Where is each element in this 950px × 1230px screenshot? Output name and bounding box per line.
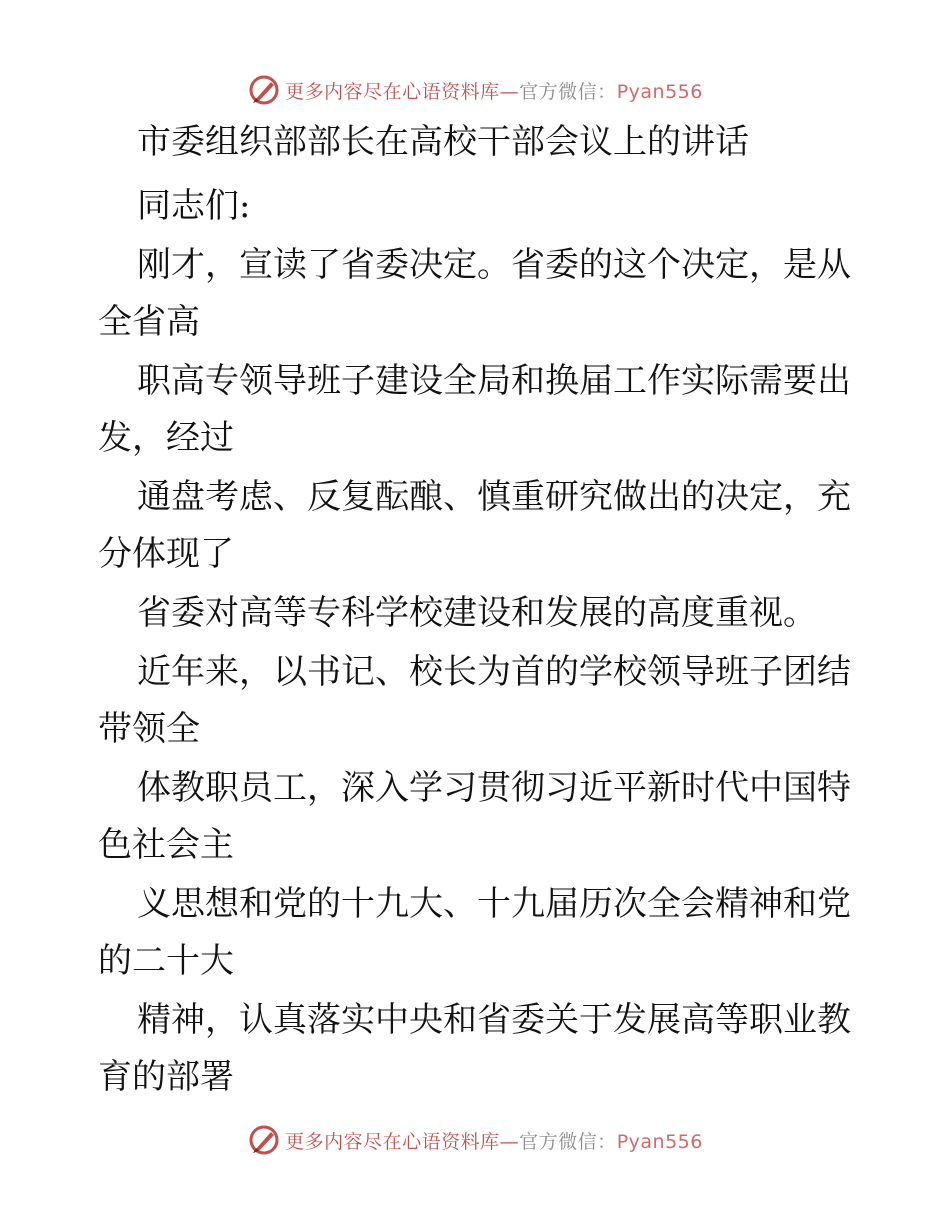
doc-line: 发，经过 bbox=[98, 418, 234, 458]
pen-logo-icon bbox=[247, 1123, 281, 1157]
doc-line: 精神，认真落实中央和省委关于发展高等职业教 bbox=[137, 1000, 851, 1040]
footer-banner bbox=[0, 1120, 950, 1160]
doc-line: 育的部署 bbox=[98, 1057, 234, 1097]
header-label: 官方微信： bbox=[519, 80, 617, 103]
doc-line: 全省高 bbox=[98, 302, 200, 342]
doc-line: 省委对高等专科学校建设和发展的高度重视。 bbox=[137, 593, 817, 633]
header-wechat: Pyan556 bbox=[616, 80, 703, 103]
doc-line: 的二十大 bbox=[98, 941, 234, 981]
doc-line: 色社会主 bbox=[98, 825, 234, 865]
doc-line: 通盘考虑、反复酝酿、慎重研究做出的决定，充 bbox=[137, 477, 851, 517]
doc-line: 同志们: bbox=[137, 186, 251, 226]
footer-label: 官方微信： bbox=[519, 1130, 617, 1153]
doc-line: 带领全 bbox=[98, 709, 200, 749]
doc-line: 分体现了 bbox=[98, 534, 234, 574]
doc-line: 义思想和党的十九大、十九届历次全会精神和党 bbox=[137, 884, 851, 924]
footer-brand: 更多内容尽在心语资料库 bbox=[285, 1130, 500, 1153]
header-brand: 更多内容尽在心语资料库 bbox=[285, 80, 500, 103]
pen-logo-icon bbox=[247, 73, 281, 107]
doc-line: 刚才，宣读了省委决定。省委的这个决定，是从 bbox=[137, 245, 851, 285]
doc-line: 体教职员工，深入学习贯彻习近平新时代中国特 bbox=[137, 768, 851, 808]
footer-sep: — bbox=[499, 1130, 520, 1153]
doc-line: 职高专领导班子建设全局和换届工作实际需要出 bbox=[137, 361, 851, 401]
doc-line: 近年来，以书记、校长为首的学校领导班子团结 bbox=[137, 652, 851, 692]
header-banner bbox=[0, 70, 950, 110]
doc-title: 市委组织部部长在高校干部会议上的讲话 bbox=[137, 122, 749, 162]
footer-wechat: Pyan556 bbox=[616, 1130, 703, 1153]
header-sep: — bbox=[499, 80, 520, 103]
